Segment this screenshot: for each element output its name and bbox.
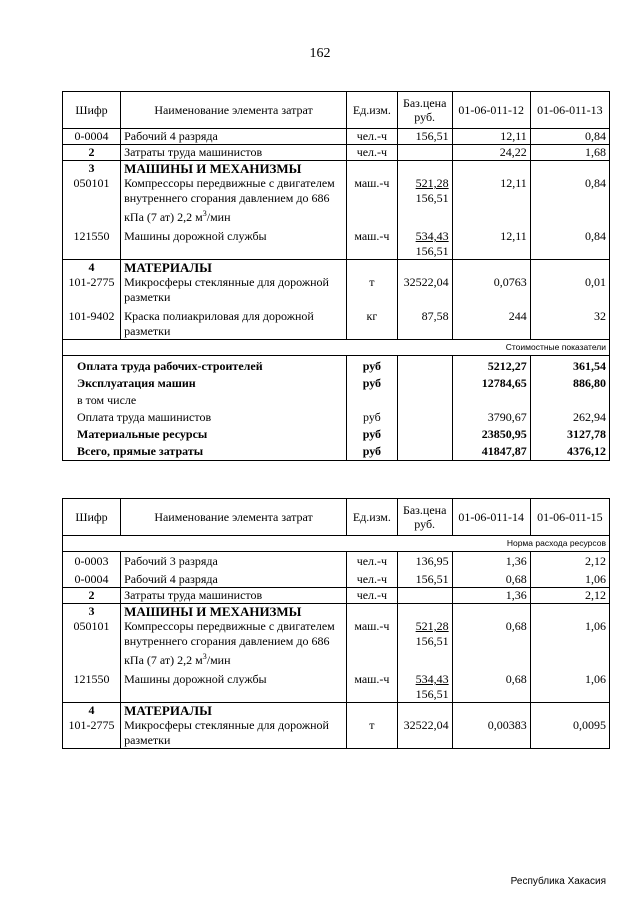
table-row	[63, 145, 610, 161]
summary-label: Эксплуатация машин	[63, 375, 347, 392]
row-unit: маш.-ч	[347, 619, 398, 668]
section-row	[63, 703, 610, 719]
row-name: Затраты труда машинистов	[121, 145, 347, 161]
row-value-a: 0,68	[452, 668, 530, 703]
cost-indicators-label-row	[63, 340, 610, 356]
row-name: Микросферы стеклянные для дорожной разметки	[121, 275, 347, 305]
row-value-b: 0,84	[530, 129, 609, 145]
section-title: МАТЕРИАЛЫ	[121, 260, 347, 276]
row-code: 2	[63, 145, 121, 161]
summary-value-b: 4376,12	[530, 443, 609, 461]
row-unit: т	[347, 275, 398, 305]
table-row	[63, 305, 610, 340]
row-name: Машины дорожной службы	[121, 225, 347, 260]
summary-row	[63, 356, 610, 376]
norm-label-row	[63, 536, 610, 552]
summary-value-b: 361,54	[530, 356, 609, 376]
row-value-a: 12,11	[452, 225, 530, 260]
summary-label: Материальные ресурсы	[63, 426, 347, 443]
row-price: 32522,04	[397, 718, 452, 749]
summary-unit: руб	[347, 375, 398, 392]
row-code: 0-0003	[63, 552, 121, 570]
row-name: Компрессоры передвижные с двигателем внутреннего сгорания давлением до 686 кПа (7 ат) 2,2 $м^3$/мин	[121, 619, 347, 668]
row-code: 101-2775	[63, 718, 121, 749]
resource-table-2	[62, 498, 610, 749]
summary-value-b: 886,80	[530, 375, 609, 392]
row-price: 87,58	[397, 305, 452, 340]
section-row	[63, 260, 610, 276]
row-unit: чел.-ч	[347, 145, 398, 161]
section-code: 3	[63, 161, 121, 177]
table-row	[63, 176, 610, 225]
header-col-b: 01-06-011-15	[530, 499, 609, 536]
row-unit: т	[347, 718, 398, 749]
row-code: 121550	[63, 225, 121, 260]
row-price: 534,43 156,51	[397, 668, 452, 703]
row-unit: маш.-ч	[347, 176, 398, 225]
table-row	[63, 552, 610, 570]
section-row	[63, 161, 610, 177]
row-price: 156,51	[397, 569, 452, 588]
row-code: 0-0004	[63, 569, 121, 588]
row-value-a: 1,36	[452, 552, 530, 570]
header-col-a: 01-06-011-12	[452, 92, 530, 129]
row-name: Рабочий 4 разряда	[121, 129, 347, 145]
row-value-b: 32	[530, 305, 609, 340]
section-row	[63, 604, 610, 620]
row-value-b: 0,0095	[530, 718, 609, 749]
row-code: 101-2775	[63, 275, 121, 305]
row-name: Компрессоры передвижные с двигателем внутреннего сгорания давлением до 686 кПа (7 ат) 2,2 $м^3$/мин	[121, 176, 347, 225]
summary-unit: руб	[347, 443, 398, 461]
section-title: МАШИНЫ И МЕХАНИЗМЫ	[121, 604, 347, 620]
resource-table-1	[62, 91, 610, 461]
section-title: МАШИНЫ И МЕХАНИЗМЫ	[121, 161, 347, 177]
summary-value-b: 262,94	[530, 409, 609, 426]
row-name: Рабочий 3 разряда	[121, 552, 347, 570]
page-number: 162	[309, 46, 331, 61]
table-row	[63, 225, 610, 260]
header-price: Баз.цена руб.	[397, 92, 452, 129]
section-title: МАТЕРИАЛЫ	[121, 703, 347, 719]
summary-value-a: 3790,67	[452, 409, 530, 426]
row-unit: чел.-ч	[347, 552, 398, 570]
row-unit: чел.-ч	[347, 129, 398, 145]
row-value-b: 1,06	[530, 668, 609, 703]
row-code: 101-9402	[63, 305, 121, 340]
row-value-a: 0,68	[452, 569, 530, 588]
header-unit: Ед.изм.	[347, 92, 398, 129]
summary-unit: руб	[347, 409, 398, 426]
row-value-b: 0,01	[530, 275, 609, 305]
row-value-b: 2,12	[530, 588, 609, 604]
table-header	[63, 499, 610, 536]
summary-value-a: 12784,65	[452, 375, 530, 392]
row-name: Микросферы стеклянные для дорожной разметки	[121, 718, 347, 749]
row-value-a: 1,36	[452, 588, 530, 604]
row-value-a: 0,0763	[452, 275, 530, 305]
header-name: Наименование элемента затрат	[121, 499, 347, 536]
table-row	[63, 668, 610, 703]
row-unit: маш.-ч	[347, 668, 398, 703]
table-row	[63, 569, 610, 588]
row-unit: кг	[347, 305, 398, 340]
row-name: Машины дорожной службы	[121, 668, 347, 703]
row-value-b: 2,12	[530, 552, 609, 570]
row-value-b: 1,06	[530, 569, 609, 588]
section-code: 4	[63, 703, 121, 719]
table-row	[63, 619, 610, 668]
summary-row	[63, 443, 610, 461]
row-price: 136,95	[397, 552, 452, 570]
row-unit: чел.-ч	[347, 588, 398, 604]
row-price: 156,51	[397, 129, 452, 145]
row-code: 2	[63, 588, 121, 604]
row-value-b: 0,84	[530, 225, 609, 260]
row-price: 521,28 156,51	[397, 176, 452, 225]
row-value-a: 0,00383	[452, 718, 530, 749]
header-price: Баз.цена руб.	[397, 499, 452, 536]
summary-label: в том числе	[63, 392, 347, 409]
row-unit: чел.-ч	[347, 569, 398, 588]
section-code: 4	[63, 260, 121, 276]
summary-label: Оплата труда машинистов	[63, 409, 347, 426]
header-unit: Ед.изм.	[347, 499, 398, 536]
row-value-b: 1,06	[530, 619, 609, 668]
row-value-b: 0,84	[530, 176, 609, 225]
row-name: Рабочий 4 разряда	[121, 569, 347, 588]
summary-label: Всего, прямые затраты	[63, 443, 347, 461]
row-code: 0-0004	[63, 129, 121, 145]
row-price: 521,28 156,51	[397, 619, 452, 668]
row-unit: маш.-ч	[347, 225, 398, 260]
row-price: 534,43 156,51	[397, 225, 452, 260]
row-value-a: 24,22	[452, 145, 530, 161]
row-value-a: 0,68	[452, 619, 530, 668]
header-col-b: 01-06-011-13	[530, 92, 609, 129]
summary-unit: руб	[347, 426, 398, 443]
header-name: Наименование элемента затрат	[121, 92, 347, 129]
row-value-a: 244	[452, 305, 530, 340]
summary-row	[63, 392, 610, 409]
table-row	[63, 275, 610, 305]
summary-value-a: 41847,87	[452, 443, 530, 461]
row-value-a: 12,11	[452, 176, 530, 225]
summary-value-a: 23850,95	[452, 426, 530, 443]
row-price: 32522,04	[397, 275, 452, 305]
section-code: 3	[63, 604, 121, 620]
summary-label: Оплата труда рабочих-строителей	[63, 356, 347, 376]
summary-row	[63, 426, 610, 443]
summary-row	[63, 375, 610, 392]
table-row	[63, 588, 610, 604]
table-row	[63, 129, 610, 145]
summary-value-a: 5212,27	[452, 356, 530, 376]
header-col-a: 01-06-011-14	[452, 499, 530, 536]
header-code: Шифр	[63, 499, 121, 536]
table-row	[63, 718, 610, 749]
footer-region: Республика Хакасия	[510, 876, 606, 887]
summary-value-b: 3127,78	[530, 426, 609, 443]
row-code: 050101	[63, 176, 121, 225]
table-header	[63, 92, 610, 129]
cost-indicators-label: Стоимостные показатели	[452, 340, 609, 356]
row-code: 050101	[63, 619, 121, 668]
norm-label: Норма расхода ресурсов	[452, 536, 609, 552]
row-value-a: 12,11	[452, 129, 530, 145]
row-name: Затраты труда машинистов	[121, 588, 347, 604]
row-name: Краска полиакриловая для дорожной разметки	[121, 305, 347, 340]
summary-row	[63, 409, 610, 426]
summary-unit: руб	[347, 356, 398, 376]
header-code: Шифр	[63, 92, 121, 129]
row-code: 121550	[63, 668, 121, 703]
row-value-b: 1,68	[530, 145, 609, 161]
